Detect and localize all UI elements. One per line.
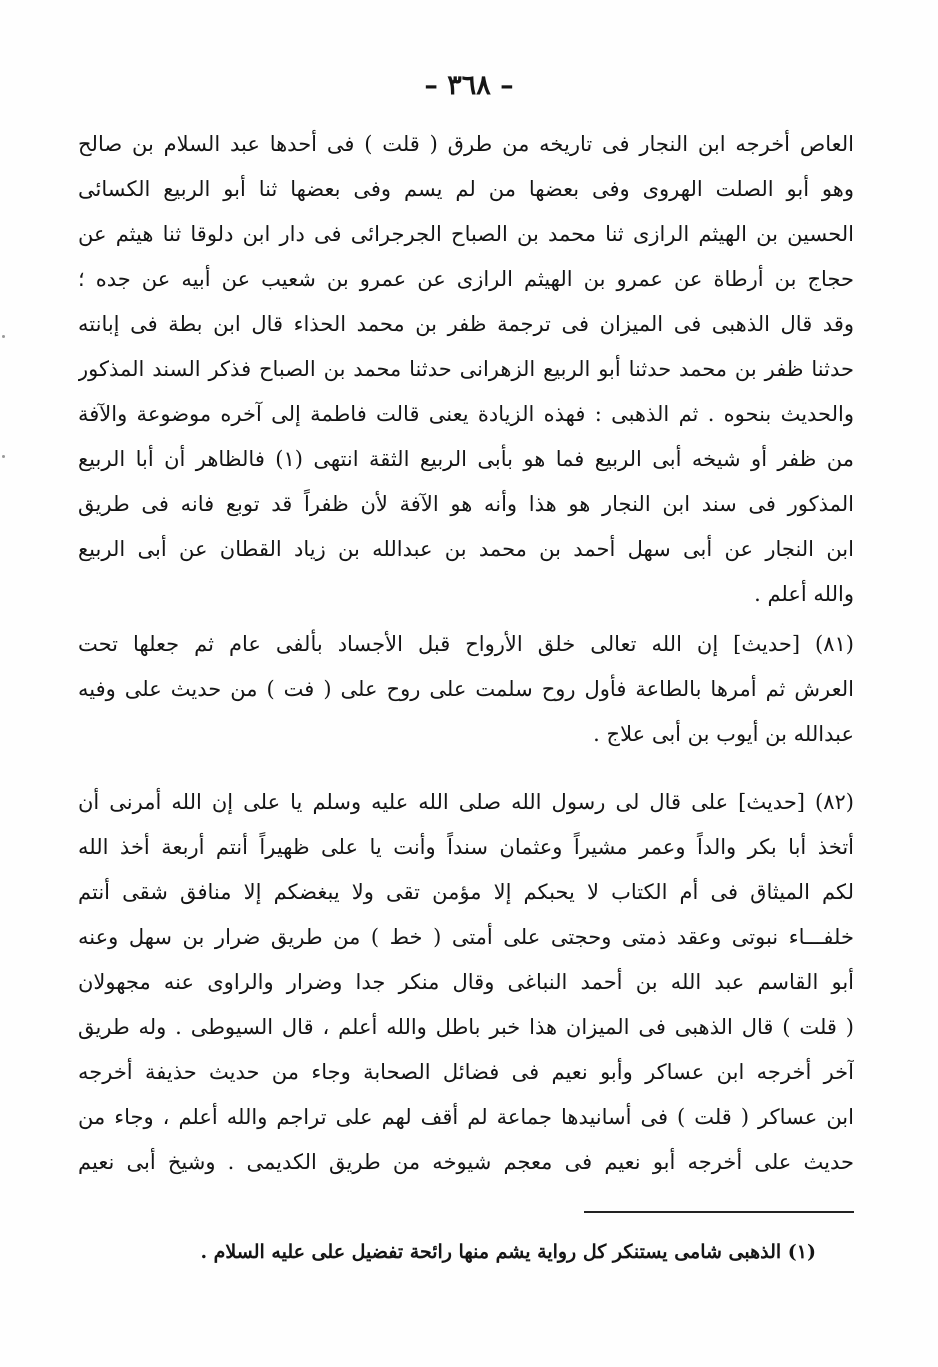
page-number: – ٣٦٨ – bbox=[424, 70, 514, 101]
scan-speck bbox=[2, 455, 5, 458]
scan-speck bbox=[2, 335, 5, 338]
text-line: حدثنا ظفر بن محمد حدثنا أبو الربيع الزهرانى حدثنا محمد بن الصباح فذكر السند المذكور bbox=[78, 357, 854, 381]
footnote-divider bbox=[584, 1211, 854, 1213]
text-line: ابن عساكر ( قلت ) فى أسانيدها جماعة لم أقف لهم على تراجم والله أعلم ، وجاء من bbox=[78, 1105, 854, 1129]
paragraph-hadith-81 bbox=[78, 622, 854, 757]
text-line: وقد قال الذهبى فى الميزان فى ترجمة ظفر بن محمد الحذاء قال ابن بطة فى إبانته bbox=[78, 312, 854, 336]
text-line: والحديث بنحوه . ثم الذهبى : فهذه الزيادة يعنى قالت فاطمة إلى آخره موضوعة والآفة bbox=[78, 402, 854, 426]
text-line: (٨١) [حديث] إن الله تعالى خلق الأرواح قبل الأجساد بألفى عام ثم جعلها تحت bbox=[78, 632, 854, 656]
text-line: لكم الميثاق فى أم الكتاب لا يحبكم إلا مؤمن تقى ولا يبغضكم إلا منافق شقى أنتم bbox=[78, 880, 854, 904]
text-line: عبدالله بن أيوب بن أبى علاج . bbox=[593, 722, 854, 746]
text-line: والله أعلم . bbox=[754, 582, 854, 606]
text-line: أبو القاسم عبد الله بن أحمد النباغى وقال منكر جدا وضرار والراوى عنه مجهولان bbox=[78, 970, 854, 994]
text-line: حجاج بن أرطاة عن عمرو بن الهيثم الرازى عن عمرو بن شعيب عن أبيه عن جده ؛ bbox=[78, 267, 854, 291]
text-line: (٨٢) [حديث] على قال لى رسول الله صلى الله عليه وسلم يا على إن الله أمرنى أن bbox=[78, 790, 854, 814]
paragraph-commentary bbox=[78, 122, 854, 617]
text-line: ابن النجار عن أبى سهل أحمد بن محمد بن عبدالله بن زياد القطان عن أبى الربيع bbox=[78, 537, 854, 561]
paragraph-hadith-82 bbox=[78, 780, 854, 1185]
text-line: حديث على أخرجه أبو نعيم فى معجم شيوخه من طريق الكديمى . وشيخ أبى نعيم bbox=[78, 1150, 854, 1174]
footnote: (١) الذهبى شامى يستنكر كل رواية يشم منها رائحة تفضيل على عليه السلام . bbox=[200, 1241, 816, 1263]
text-line: ( قلت ) قال الذهبى فى الميزان هذا خبر باطل والله أعلم ، قال السيوطى . وله طريق bbox=[78, 1015, 854, 1039]
text-line: من ظفر أو شيخه أبى الربيع فما هو بأبى الربيع الثقة انتهى (١) فالظاهر أن أبا الربيع bbox=[78, 447, 854, 471]
text-line: المذكور فى سند ابن النجار هو هذا وأنه هو الآفة لأن ظفراً قد توبع فانه فى طريق bbox=[78, 492, 854, 516]
text-line: العرش ثم أمرها بالطاعة فأول روح سلمت على روح على ( فت ) من حديث على وفيه bbox=[78, 677, 854, 701]
text-line: أتخذ أبا بكر والداً وعمر مشيراً وعثمان سنداً وأنت يا على ظهيراً أنتم أربعة أخذ الله bbox=[78, 835, 854, 859]
text-line: الحسين بن الهيثم الرازى ثنا محمد بن الصباح الجرجرائى فى دار ابن دلوقا ثنا هيثم عن bbox=[78, 222, 854, 246]
text-line: خلفـــاء نبوتى وعقد ذمتى وحجتى على أمتى ( خط ) من طريق ضرار بن سهل وعنه bbox=[78, 925, 854, 949]
text-line: وهو أبو الصلت الهروى وفى بعضها من لم يسم وفى بعضها ثنا أبو الربيع الكسائى bbox=[78, 177, 854, 201]
text-line: آخر أخرجه ابن عساكر وأبو نعيم فى فضائل الصحابة وجاء من حديث حذيفة أخرجه bbox=[78, 1060, 854, 1084]
text-line: العاص أخرجه ابن النجار فى تاريخه من طرق ( قلت ) فى أحدها عبد السلام بن صالح bbox=[78, 132, 854, 156]
